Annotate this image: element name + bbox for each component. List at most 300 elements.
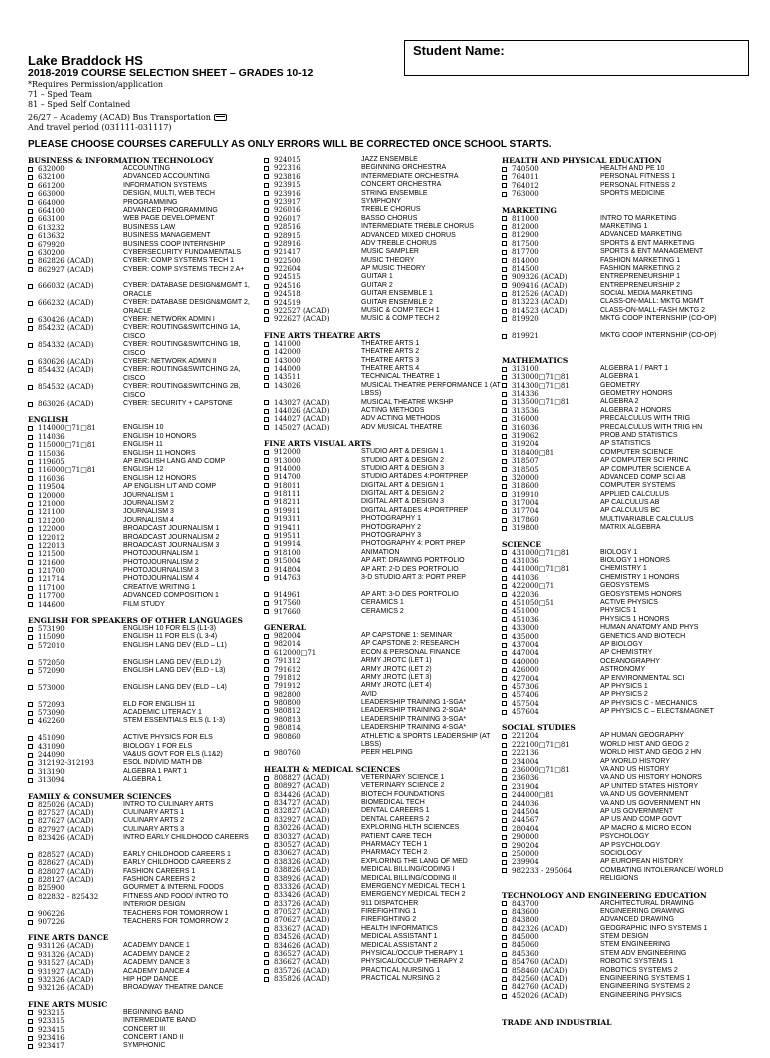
course-checkbox[interactable]: [264, 425, 269, 430]
course-checkbox[interactable]: [264, 208, 269, 213]
course-checkbox[interactable]: [264, 475, 269, 480]
course-checkbox[interactable]: [502, 559, 507, 564]
course-name: INFORMATION SYSTEMS: [123, 181, 207, 189]
course-checkbox[interactable]: [264, 300, 269, 305]
course-checkbox[interactable]: [28, 485, 33, 490]
course-checkbox[interactable]: [28, 175, 33, 180]
course-checkbox[interactable]: [264, 851, 269, 856]
course-checkbox[interactable]: [502, 801, 507, 806]
course-checkbox[interactable]: [502, 408, 507, 413]
course-checkbox[interactable]: [264, 667, 269, 672]
course-checkbox[interactable]: [264, 960, 269, 965]
course-checkbox[interactable]: [264, 876, 269, 881]
course-checkbox[interactable]: [28, 944, 33, 949]
course-checkbox[interactable]: [502, 183, 507, 188]
course-checkbox[interactable]: [264, 250, 269, 255]
course-checkbox[interactable]: [28, 326, 33, 331]
course-checkbox[interactable]: [28, 644, 33, 649]
course-checkbox[interactable]: [502, 926, 507, 931]
course-checkbox[interactable]: [264, 191, 269, 196]
course-checkbox[interactable]: [502, 643, 507, 648]
course-code: 144000: [274, 364, 301, 373]
course-checkbox[interactable]: [28, 685, 33, 690]
course-checkbox[interactable]: [264, 517, 269, 522]
course-checkbox[interactable]: [264, 792, 269, 797]
course-checkbox[interactable]: [28, 669, 33, 674]
course-checkbox[interactable]: [502, 693, 507, 698]
course-checkbox[interactable]: [28, 895, 33, 900]
course-checkbox[interactable]: [502, 960, 507, 965]
course-checkbox[interactable]: [502, 910, 507, 915]
course-checkbox[interactable]: [28, 560, 33, 565]
course-checkbox[interactable]: [502, 776, 507, 781]
course-checkbox[interactable]: [502, 167, 507, 172]
course-checkbox[interactable]: [264, 284, 269, 289]
course-checkbox[interactable]: [502, 383, 507, 388]
course-checkbox[interactable]: [502, 425, 507, 430]
course-checkbox[interactable]: [264, 417, 269, 422]
course-checkbox[interactable]: [264, 458, 269, 463]
course-checkbox[interactable]: [264, 809, 269, 814]
course-checkbox[interactable]: [502, 216, 507, 221]
course-checkbox[interactable]: [28, 736, 33, 741]
course-checkbox[interactable]: [502, 743, 507, 748]
course-section: [502, 356, 742, 533]
course-checkbox[interactable]: [264, 525, 269, 530]
course-checkbox[interactable]: [28, 242, 33, 247]
course-checkbox[interactable]: [264, 350, 269, 355]
course-checkbox[interactable]: [264, 784, 269, 789]
course-row: [264, 215, 499, 223]
course-checkbox[interactable]: [264, 400, 269, 405]
course-checkbox[interactable]: [28, 911, 33, 916]
course-checkbox[interactable]: [264, 676, 269, 681]
course-code: 828627 (ACAD): [38, 859, 94, 868]
course-checkbox[interactable]: [502, 977, 507, 982]
course-checkbox[interactable]: [28, 251, 33, 256]
course-checkbox[interactable]: [28, 535, 33, 540]
course-section: [264, 156, 499, 324]
course-checkbox[interactable]: [264, 709, 269, 714]
course-code: 572010: [38, 641, 65, 650]
course-checkbox[interactable]: [28, 753, 33, 758]
course-checkbox[interactable]: [28, 435, 33, 440]
course-checkbox[interactable]: [264, 216, 269, 221]
course-checkbox[interactable]: [264, 275, 269, 280]
course-checkbox[interactable]: [502, 626, 507, 631]
course-name: STEM ENGINEERING: [600, 941, 671, 949]
course-checkbox[interactable]: [502, 175, 507, 180]
course-checkbox[interactable]: [28, 635, 33, 640]
course-checkbox[interactable]: [264, 868, 269, 873]
course-name: AP CALCULUS AB: [600, 499, 660, 507]
course-checkbox[interactable]: [28, 527, 33, 532]
course-checkbox[interactable]: [28, 426, 33, 431]
course-checkbox[interactable]: [264, 601, 269, 606]
course-checkbox[interactable]: [264, 751, 269, 756]
course-checkbox[interactable]: [502, 968, 507, 973]
course-checkbox[interactable]: [502, 442, 507, 447]
course-checkbox[interactable]: [264, 642, 269, 647]
course-checkbox[interactable]: [28, 209, 33, 214]
course-checkbox[interactable]: [264, 158, 269, 163]
course-checkbox[interactable]: [28, 1027, 33, 1032]
course-name: CYBERSECURITY FUNDAMENTALS: [123, 248, 241, 256]
course-checkbox[interactable]: [264, 542, 269, 547]
course-checkbox[interactable]: [28, 878, 33, 883]
course-checkbox[interactable]: [28, 1010, 33, 1015]
course-name: 3-D STUDIO ART 3: PORT PREP: [361, 573, 466, 581]
course-checkbox[interactable]: [264, 267, 269, 272]
course-checkbox[interactable]: [264, 801, 269, 806]
course-checkbox[interactable]: [264, 383, 269, 388]
course-name: PATIENT CARE TECH: [361, 832, 432, 840]
course-checkbox[interactable]: [264, 734, 269, 739]
course-checkbox[interactable]: [502, 300, 507, 305]
student-name-box[interactable]: [404, 40, 749, 76]
course-checkbox[interactable]: [28, 552, 33, 557]
course-checkbox[interactable]: [502, 901, 507, 906]
course-code: 914700: [274, 473, 301, 482]
course-checkbox[interactable]: [502, 759, 507, 764]
course-checkbox[interactable]: [28, 569, 33, 574]
course-section: [28, 1000, 263, 1051]
course-checkbox[interactable]: [264, 859, 269, 864]
course-checkbox[interactable]: [264, 943, 269, 948]
course-checkbox[interactable]: [502, 400, 507, 405]
course-name: HEALTH INFORMATICS: [361, 924, 438, 932]
course-checkbox[interactable]: [28, 711, 33, 716]
course-checkbox[interactable]: [264, 309, 269, 314]
course-code: 290000: [512, 833, 539, 842]
course-checkbox[interactable]: [502, 267, 507, 272]
course-checkbox[interactable]: [502, 685, 507, 690]
course-row: [28, 525, 263, 533]
course-checkbox[interactable]: [28, 961, 33, 966]
course-row: [28, 834, 263, 851]
course-row: [264, 849, 499, 857]
course-name: PRECALCULUS WITH TRIG HN: [600, 423, 703, 431]
course-checkbox[interactable]: [28, 259, 33, 264]
course-checkbox[interactable]: [502, 734, 507, 739]
course-checkbox[interactable]: [502, 584, 507, 589]
course-checkbox[interactable]: [28, 861, 33, 866]
course-checkbox[interactable]: [502, 241, 507, 246]
course-checkbox[interactable]: [502, 275, 507, 280]
course-code: 812526 (ACAD): [512, 290, 568, 299]
course-checkbox[interactable]: [502, 852, 507, 857]
course-code: 915004: [274, 557, 301, 566]
course-checkbox[interactable]: [502, 751, 507, 756]
course-code: 452026 (ACAD): [512, 991, 568, 1000]
course-checkbox[interactable]: [264, 885, 269, 890]
course-checkbox[interactable]: [28, 744, 33, 749]
course-checkbox[interactable]: [264, 893, 269, 898]
course-checkbox[interactable]: [28, 811, 33, 816]
course-checkbox[interactable]: [264, 292, 269, 297]
course-checkbox[interactable]: [502, 793, 507, 798]
course-checkbox[interactable]: [502, 710, 507, 715]
course-checkbox[interactable]: [264, 692, 269, 697]
course-checkbox[interactable]: [502, 592, 507, 597]
course-checkbox[interactable]: [502, 492, 507, 497]
course-checkbox[interactable]: [502, 484, 507, 489]
course-checkbox[interactable]: [28, 385, 33, 390]
course-checkbox[interactable]: [28, 183, 33, 188]
course-checkbox[interactable]: [502, 567, 507, 572]
course-checkbox[interactable]: [502, 392, 507, 397]
course-checkbox[interactable]: [28, 819, 33, 824]
course-checkbox[interactable]: [28, 769, 33, 774]
course-checkbox[interactable]: [264, 258, 269, 263]
course-checkbox[interactable]: [264, 358, 269, 363]
course-code: 573190: [38, 625, 65, 634]
course-checkbox[interactable]: [502, 818, 507, 823]
course-checkbox[interactable]: [502, 634, 507, 639]
course-code: 836527 (ACAD): [274, 950, 330, 959]
course-checkbox[interactable]: [502, 375, 507, 380]
course-checkbox[interactable]: [264, 509, 269, 514]
course-checkbox[interactable]: [28, 343, 33, 348]
course-checkbox[interactable]: [502, 826, 507, 831]
course-name: INTRO TO CULINARY ARTS: [123, 800, 214, 808]
course-name: ADVANCED PROGRAMMING: [123, 206, 218, 214]
course-checkbox[interactable]: [502, 701, 507, 706]
course-checkbox[interactable]: [264, 342, 269, 347]
course-checkbox[interactable]: [502, 283, 507, 288]
course-checkbox[interactable]: [502, 509, 507, 514]
course-checkbox[interactable]: [502, 250, 507, 255]
course-checkbox[interactable]: [28, 476, 33, 481]
course-checkbox[interactable]: [264, 952, 269, 957]
course-checkbox[interactable]: [502, 526, 507, 531]
course-checkbox[interactable]: [264, 317, 269, 322]
course-checkbox[interactable]: [28, 869, 33, 874]
course-checkbox[interactable]: [28, 200, 33, 205]
course-checkbox[interactable]: [502, 292, 507, 297]
course-checkbox[interactable]: [502, 501, 507, 506]
course-checkbox[interactable]: [264, 233, 269, 238]
course-checkbox[interactable]: [264, 450, 269, 455]
course-checkbox[interactable]: [264, 551, 269, 556]
course-checkbox[interactable]: [28, 318, 33, 323]
course-checkbox[interactable]: [28, 836, 33, 841]
course-checkbox[interactable]: [264, 375, 269, 380]
course-checkbox[interactable]: [264, 650, 269, 655]
course-checkbox[interactable]: [264, 834, 269, 839]
course-checkbox[interactable]: [502, 785, 507, 790]
course-checkbox[interactable]: [28, 802, 33, 807]
course-checkbox[interactable]: [28, 502, 33, 507]
course-checkbox[interactable]: [28, 192, 33, 197]
course-checkbox[interactable]: [264, 901, 269, 906]
course-checkbox[interactable]: [502, 810, 507, 815]
course-checkbox[interactable]: [28, 761, 33, 766]
course-checkbox[interactable]: [502, 835, 507, 840]
course-checkbox[interactable]: [502, 985, 507, 990]
course-checkbox[interactable]: [264, 776, 269, 781]
course-checkbox[interactable]: [502, 843, 507, 848]
course-checkbox[interactable]: [28, 627, 33, 632]
course-row: [264, 448, 499, 456]
course-name: OCEANOGRAPHY: [600, 657, 660, 665]
course-checkbox[interactable]: [502, 450, 507, 455]
course-checkbox[interactable]: [264, 969, 269, 974]
course-checkbox[interactable]: [264, 200, 269, 205]
course-checkbox[interactable]: [502, 334, 507, 339]
course-checkbox[interactable]: [28, 986, 33, 991]
course-checkbox[interactable]: [502, 550, 507, 555]
course-checkbox[interactable]: [502, 434, 507, 439]
course-checkbox[interactable]: [502, 676, 507, 681]
course-checkbox[interactable]: [502, 225, 507, 230]
course-checkbox[interactable]: [28, 460, 33, 465]
course-checkbox[interactable]: [502, 258, 507, 263]
course-checkbox[interactable]: [28, 969, 33, 974]
course-checkbox[interactable]: [502, 476, 507, 481]
course-checkbox[interactable]: [502, 918, 507, 923]
course-checkbox[interactable]: [264, 409, 269, 414]
course-checkbox[interactable]: [264, 609, 269, 614]
course-checkbox[interactable]: [28, 368, 33, 373]
course-checkbox[interactable]: [28, 952, 33, 957]
course-checkbox[interactable]: [28, 920, 33, 925]
course-checkbox[interactable]: [502, 467, 507, 472]
course-checkbox[interactable]: [502, 868, 507, 873]
course-checkbox[interactable]: [28, 451, 33, 456]
course-checkbox[interactable]: [264, 701, 269, 706]
course-checkbox[interactable]: [502, 233, 507, 238]
course-checkbox[interactable]: [28, 402, 33, 407]
course-checkbox[interactable]: [28, 167, 33, 172]
course-checkbox[interactable]: [28, 778, 33, 783]
course-checkbox[interactable]: [28, 1044, 33, 1049]
course-checkbox[interactable]: [264, 927, 269, 932]
course-checkbox[interactable]: [264, 977, 269, 982]
course-checkbox[interactable]: [264, 843, 269, 848]
course-checkbox[interactable]: [502, 952, 507, 957]
course-checkbox[interactable]: [502, 317, 507, 322]
course-checkbox[interactable]: [502, 601, 507, 606]
course-code: 924515: [274, 273, 301, 282]
course-checkbox[interactable]: [502, 518, 507, 523]
course-checkbox[interactable]: [28, 217, 33, 222]
course-checkbox[interactable]: [28, 602, 33, 607]
course-row: [264, 540, 499, 548]
course-checkbox[interactable]: [502, 860, 507, 865]
course-checkbox[interactable]: [28, 360, 33, 365]
course-checkbox[interactable]: [28, 586, 33, 591]
course-name: CYBER: SECURITY + CAPSTONE: [123, 400, 233, 408]
course-checkbox[interactable]: [28, 518, 33, 523]
course-checkbox[interactable]: [264, 592, 269, 597]
course-name: ACADEMY DANCE 4: [123, 967, 190, 975]
course-checkbox[interactable]: [28, 886, 33, 891]
course-row: [502, 649, 742, 657]
course-checkbox[interactable]: [264, 918, 269, 923]
course-checkbox[interactable]: [264, 183, 269, 188]
course-checkbox[interactable]: [28, 493, 33, 498]
course-checkbox[interactable]: [264, 367, 269, 372]
course-checkbox[interactable]: [264, 935, 269, 940]
course-checkbox[interactable]: [28, 719, 33, 724]
course-checkbox[interactable]: [502, 651, 507, 656]
course-checkbox[interactable]: [28, 978, 33, 983]
course-checkbox[interactable]: [28, 594, 33, 599]
course-checkbox[interactable]: [28, 284, 33, 289]
course-checkbox[interactable]: [502, 935, 507, 940]
course-checkbox[interactable]: [28, 1036, 33, 1041]
course-checkbox[interactable]: [28, 443, 33, 448]
course-row: [502, 574, 742, 582]
course-checkbox[interactable]: [264, 576, 269, 581]
course-checkbox[interactable]: [28, 660, 33, 665]
course-checkbox[interactable]: [28, 510, 33, 515]
course-checkbox[interactable]: [502, 668, 507, 673]
course-checkbox[interactable]: [264, 166, 269, 171]
course-checkbox[interactable]: [502, 609, 507, 614]
course-checkbox[interactable]: [502, 659, 507, 664]
course-checkbox[interactable]: [502, 417, 507, 422]
course-checkbox[interactable]: [28, 702, 33, 707]
course-row: [502, 858, 742, 866]
course-checkbox[interactable]: [264, 826, 269, 831]
course-checkbox[interactable]: [264, 684, 269, 689]
course-checkbox[interactable]: [264, 567, 269, 572]
course-checkbox[interactable]: [28, 544, 33, 549]
course-checkbox[interactable]: [28, 853, 33, 858]
course-checkbox[interactable]: [264, 500, 269, 505]
course-checkbox[interactable]: [28, 301, 33, 306]
course-checkbox[interactable]: [502, 192, 507, 197]
course-name: PROGRAMMING: [123, 198, 178, 206]
course-checkbox[interactable]: [28, 225, 33, 230]
course-row: [28, 859, 263, 867]
course-checkbox[interactable]: [264, 634, 269, 639]
course-row: [502, 941, 742, 949]
course-checkbox[interactable]: [28, 468, 33, 473]
course-name: PHYSICAL/OCCUP THERAPY 1: [361, 950, 464, 958]
course-checkbox[interactable]: [502, 309, 507, 314]
course-checkbox[interactable]: [502, 768, 507, 773]
course-checkbox[interactable]: [264, 483, 269, 488]
course-checkbox[interactable]: [264, 534, 269, 539]
course-checkbox[interactable]: [264, 659, 269, 664]
course-code: 572090: [38, 667, 65, 675]
course-checkbox[interactable]: [264, 225, 269, 230]
course-checkbox[interactable]: [264, 174, 269, 179]
course-checkbox[interactable]: [264, 242, 269, 247]
course-checkbox[interactable]: [264, 492, 269, 497]
course-checkbox[interactable]: [264, 467, 269, 472]
course-checkbox[interactable]: [502, 576, 507, 581]
course-checkbox[interactable]: [28, 234, 33, 239]
course-checkbox[interactable]: [28, 577, 33, 582]
course-checkbox[interactable]: [28, 1019, 33, 1024]
course-checkbox[interactable]: [264, 718, 269, 723]
course-checkbox[interactable]: [502, 459, 507, 464]
course-checkbox[interactable]: [28, 827, 33, 832]
course-checkbox[interactable]: [502, 617, 507, 622]
course-checkbox[interactable]: [502, 994, 507, 999]
course-checkbox[interactable]: [28, 267, 33, 272]
course-checkbox[interactable]: [502, 943, 507, 948]
course-checkbox[interactable]: [264, 726, 269, 731]
course-checkbox[interactable]: [264, 817, 269, 822]
course-checkbox[interactable]: [502, 367, 507, 372]
course-checkbox[interactable]: [264, 910, 269, 915]
course-checkbox[interactable]: [264, 559, 269, 564]
